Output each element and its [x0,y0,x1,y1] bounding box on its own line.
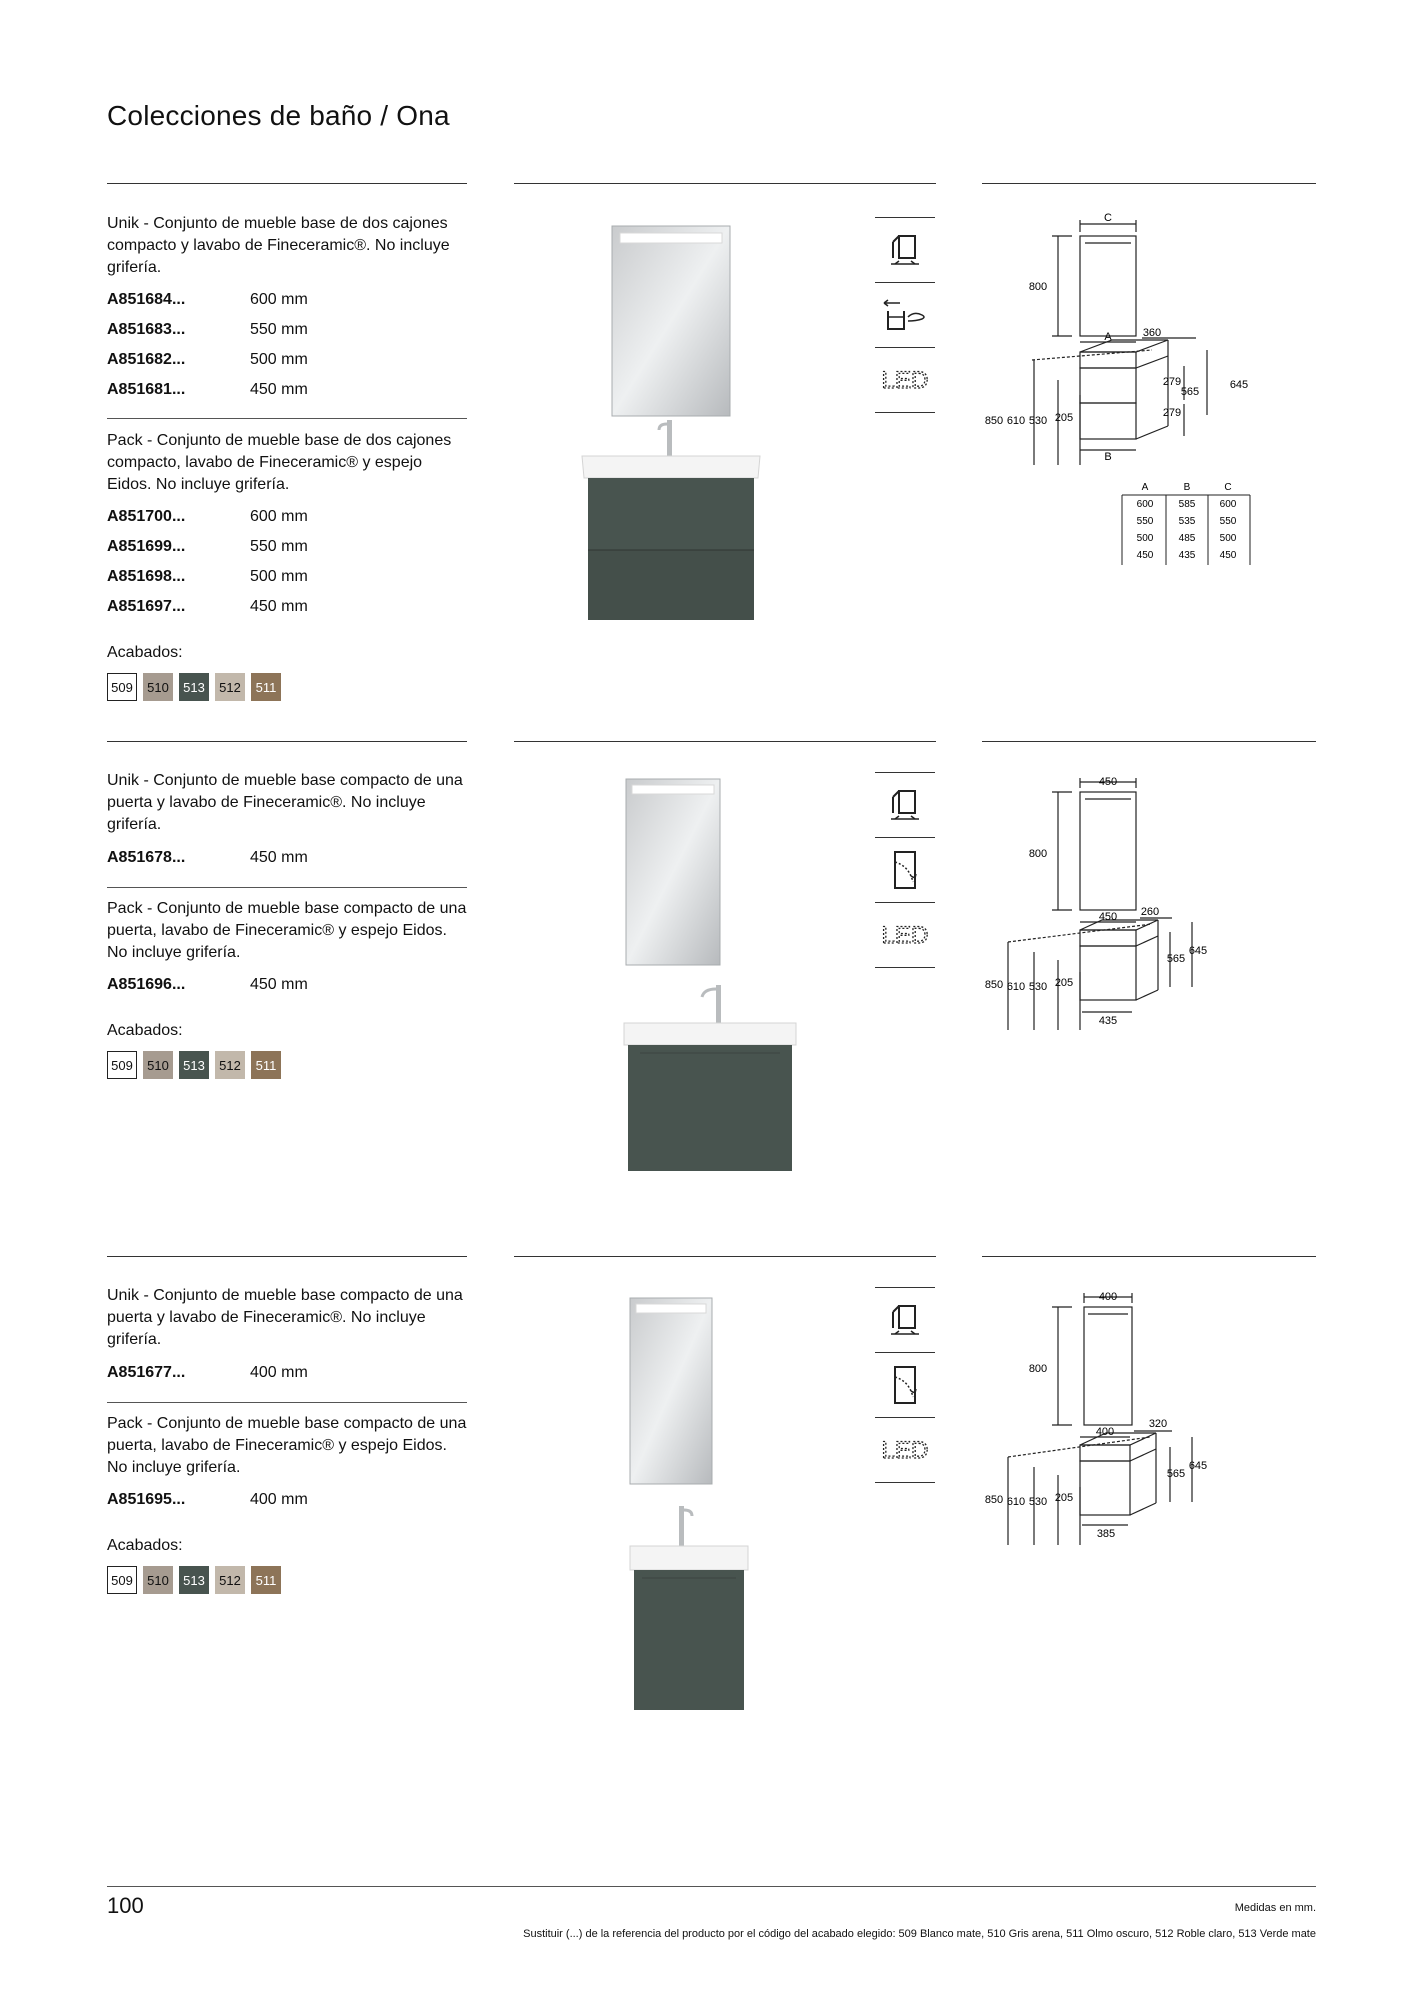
ref-size: 400 mm [250,1491,308,1508]
dim-label: 800 [1028,848,1048,860]
table-cell: 550 [1219,516,1237,527]
swatch-512: 512 [215,1051,245,1079]
table-cell: 435 [1178,550,1196,561]
dim-label: 645 [1229,379,1249,391]
footnote: Sustituir (...) de la referencia del producto por el código del acabado elegido: 509 Blanco mate, 510 Gris arena, 511 Olmo oscuro, 512 Roble claro, 513 Verde mate [523,1928,1316,1940]
dim-label: 610 [1006,1496,1026,1508]
pack-description: Pack - Conjunto de mueble base compacto de una puerta, lavabo de Fineceramic® y espejo Eidos. No incluye grifería. [107,900,467,961]
unik-description: Unik - Conjunto de mueble base de dos cajones compacto y lavabo de Fineceramic®. No incluye grifería. [107,215,450,276]
product-image [600,775,820,1215]
dim-label: 530 [1028,415,1048,427]
technical-drawing [972,1287,1272,1547]
led-icon [875,902,935,968]
dim-label: 645 [1188,1460,1208,1472]
swatch-509: 509 [107,1566,137,1594]
table-cell: 450 [1219,550,1237,561]
dim-label: 205 [1054,412,1074,424]
swatch-512: 512 [215,673,245,701]
swatch-512: 512 [215,1566,245,1594]
ref-code: A851683... [107,321,186,338]
dim-label: 450 [1098,911,1118,923]
divider [107,1256,467,1257]
ref-size: 550 mm [250,321,308,338]
dim-label: 385 [1096,1528,1116,1540]
feature-icons [875,772,935,968]
table-cell: 500 [1219,533,1237,544]
table-cell: 550 [1136,516,1154,527]
divider [107,887,467,888]
unik-description: Unik - Conjunto de mueble base compacto de una puerta y lavabo de Fineceramic®. No incluye grifería. [107,772,463,833]
dim-label: 530 [1028,981,1048,993]
dim-label: 530 [1028,1496,1048,1508]
ref-code: A851678... [107,849,186,866]
table-header: C [1224,482,1232,493]
dim-label: 450 [1098,776,1118,788]
divider [107,1402,467,1403]
swatch-513: 513 [179,1051,209,1079]
table-cell: 500 [1136,533,1154,544]
door-opening-icon [875,837,935,902]
dim-label: 400 [1095,1426,1115,1438]
ref-code: A851681... [107,381,186,398]
product-image [560,220,820,640]
ref-size: 600 mm [250,291,308,308]
led-label: LED [881,922,929,949]
divider [514,1256,936,1257]
table-header: A [1141,482,1149,493]
ref-code: A851699... [107,538,186,555]
units-note: Medidas en mm. [1234,1902,1316,1914]
led-icon [875,1417,935,1483]
divider [107,183,467,184]
swatch-511: 511 [251,673,281,701]
ref-code: A851677... [107,1364,186,1381]
ref-code: A851697... [107,598,186,615]
swatch-509: 509 [107,1051,137,1079]
dim-label: 400 [1098,1291,1118,1303]
ref-size: 450 mm [250,381,308,398]
divider [982,183,1316,184]
technical-drawing [972,210,1272,570]
ref-size: 500 mm [250,351,308,368]
dim-label: 279 [1162,407,1182,419]
dim-label: 360 [1142,327,1162,339]
finish-swatches [107,1051,281,1079]
feature-icons [875,217,935,413]
ref-code: A851695... [107,1491,186,1508]
wall-mount-icon [875,217,935,282]
ref-size: 400 mm [250,1364,308,1381]
door-opening-icon [875,1352,935,1417]
dim-label: A [1104,331,1112,343]
ref-code: A851684... [107,291,186,308]
swatch-510: 510 [143,1051,173,1079]
dim-label: 320 [1148,1418,1168,1430]
feature-icons [875,1287,935,1483]
ref-size: 450 mm [250,849,308,866]
table-cell: 600 [1136,499,1154,510]
ref-size: 550 mm [250,538,308,555]
swatch-511: 511 [251,1566,281,1594]
finish-swatches [107,1566,281,1594]
ref-size: 500 mm [250,568,308,585]
dim-label: 260 [1140,906,1160,918]
led-icon [875,347,935,413]
pack-description: Pack - Conjunto de mueble base compacto de una puerta, lavabo de Fineceramic® y espejo Eidos. No incluye grifería. [107,1415,467,1476]
dim-label: 565 [1166,953,1186,965]
wall-mount-icon [875,1287,935,1352]
table-cell: 585 [1178,499,1196,510]
dim-label: 565 [1180,386,1200,398]
dim-label: B [1104,451,1112,463]
dim-label: 610 [1006,981,1026,993]
divider [107,418,467,419]
divider [982,1256,1316,1257]
divider [514,183,936,184]
table-cell: 485 [1178,533,1196,544]
led-label: LED [881,1437,929,1464]
swatch-510: 510 [143,673,173,701]
ref-code: A851700... [107,508,186,525]
dim-label: 205 [1054,1492,1074,1504]
acabados-label: Acabados: [107,1537,183,1554]
divider [514,741,936,742]
ref-code: A851682... [107,351,186,368]
dim-label: 850 [984,1494,1004,1506]
swatch-511: 511 [251,1051,281,1079]
product-image [610,1290,810,1730]
led-label: LED [881,367,929,394]
dim-label: 205 [1054,977,1074,989]
table-cell: 535 [1178,516,1196,527]
dim-label: 850 [984,979,1004,991]
divider [982,741,1316,742]
table-cell: 600 [1219,499,1237,510]
acabados-label: Acabados: [107,1022,183,1039]
technical-drawing [972,772,1272,1032]
ref-size: 450 mm [250,598,308,615]
dim-label: 610 [1006,415,1026,427]
swatch-513: 513 [179,1566,209,1594]
page-number: 100 [107,1893,144,1918]
unik-description: Unik - Conjunto de mueble base compacto de una puerta y lavabo de Fineceramic®. No incluye grifería. [107,1287,463,1348]
table-header: B [1183,482,1191,493]
pack-description: Pack - Conjunto de mueble base de dos cajones compacto, lavabo de Fineceramic® y espejo Eidos. No incluye grifería. [107,432,452,493]
ref-size: 450 mm [250,976,308,993]
dim-label: 800 [1028,1363,1048,1375]
dim-label: 565 [1166,1468,1186,1480]
dim-label: 645 [1188,945,1208,957]
swatch-513: 513 [179,673,209,701]
table-cell: 450 [1136,550,1154,561]
divider [107,741,467,742]
swatch-510: 510 [143,1566,173,1594]
dim-label: 279 [1162,376,1182,388]
ref-code: A851698... [107,568,186,585]
ref-size: 600 mm [250,508,308,525]
dim-label: C [1104,212,1112,224]
acabados-label: Acabados: [107,644,183,661]
ref-code: A851696... [107,976,186,993]
dim-label: 800 [1028,281,1048,293]
footer-divider [107,1886,1316,1887]
dim-label: 435 [1098,1015,1118,1027]
finish-swatches [107,673,281,701]
drawer-extension-icon [875,282,935,347]
dim-label: 850 [984,415,1004,427]
swatch-509: 509 [107,673,137,701]
page-title: Colecciones de baño / Ona [107,100,450,131]
wall-mount-icon [875,772,935,837]
